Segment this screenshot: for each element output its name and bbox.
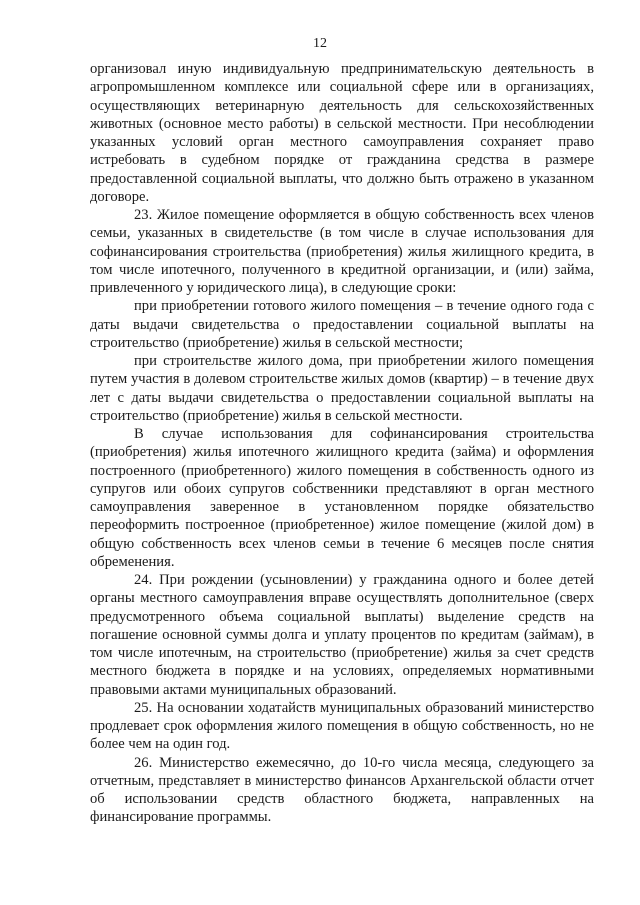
paragraph-continuation: организовал иную индивидуальную предпринимательскую деятельность в агропромышленном комплексе или социальной сфере или в организациях, осуществляющих ветеринарную деятельность для сельскохозяйственных животных (основное место работы) в сельской местности. При несоблюдении указанных условий орган местного самоуправления сохраняет право истребовать в судебном порядке от гражданина средства в размере предоставленной социальной выплаты, что должно быть отражено в указанном договоре. <box>90 61 594 205</box>
paragraph-mortgage-case: В случае использования для софинансирования строительства (приобретения) жилья ипотечного жилищного кредита (займа) и оформления построенного (приобретенного) жилого помещения в собственность одного из супругов или обоих супругов собственники представляют в орган местного самоуправления заверенное в установленном порядке обязательство переоформить построенное (приобретенное) жилое помещение (жилой дом) в общую собственность всех членов семьи в течение 6 месяцев после снятия обременения. <box>90 426 594 570</box>
document-body <box>90 60 594 827</box>
page-number: 12 <box>313 36 327 51</box>
paragraph-ready-housing-term: при приобретении готового жилого помещения – в течение одного года с даты выдачи свидетельства о предоставлении социальной выплаты на строительство (приобретение) жилья в сельской местности; <box>90 298 594 351</box>
paragraph-item-25: 25. На основании ходатайств муниципальных образований министерство продлевает срок оформления жилого помещения в общую собственность, но не более чем на один год. <box>90 699 594 753</box>
paragraph-item-24: 24. При рождении (усыновлении) у гражданина одного и более детей органы местного самоуправления вправе осуществлять дополнительное (сверх предусмотренного объема социальной выплаты) выделение средств на погашение основной суммы долга и уплату процентов по кредитам (займам), в том числе ипотечным, на строительство (приобретение) жилья за счет средств местного бюджета в порядке и на условиях, определяемых нормативными правовыми актами муниципальных образований. <box>90 572 594 698</box>
paragraph-item-26: 26. Министерство ежемесячно, до 10-го числа месяца, следующего за отчетным, представляет в министерство финансов Архангельской области отчет об использовании средств областного бюджета, направленных на финансирование программы. <box>90 754 594 826</box>
paragraph-construction-term: при строительстве жилого дома, при приобретении жилого помещения путем участия в долевом строительстве жилых домов (квартир) – в течение двух лет с даты выдачи свидетельства о предоставлении социальной выплаты на строительство (приобретение) жилья в сельской местности. <box>90 353 594 424</box>
paragraph-item-23: 23. Жилое помещение оформляется в общую собственность всех членов семьи, указанных в свидетельстве (в том числе в случае использования для софинансирования строительства (приобретения) жилья жилищного кредита, в том числе ипотечного, полученного в кредитной организации, и (или) займа, привлеченного у юридического лица), в следующие сроки: <box>90 207 594 296</box>
